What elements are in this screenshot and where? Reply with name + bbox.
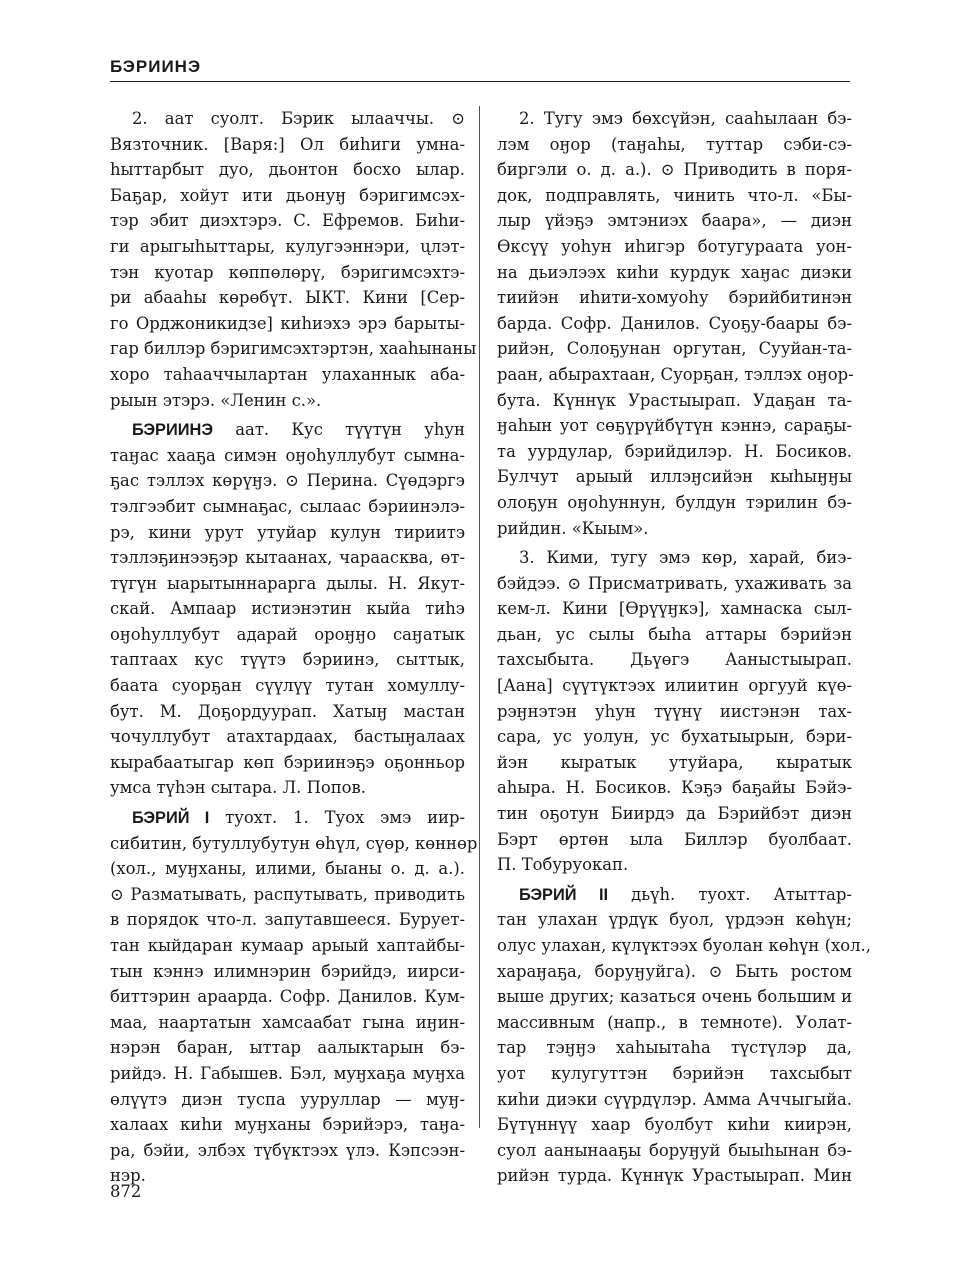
text-line: биттэрин араарда. Софр. Данилов. Кум- [110, 987, 465, 1007]
text-line: аһыра. Н. Босиков. Кэҕэ баҕайы Бэйэ- [497, 778, 852, 798]
text-line: выше других; казаться очень большим и [497, 987, 852, 1007]
right-column [497, 106, 871, 1189]
entry-headword: БЭРИИНЭ [132, 421, 214, 440]
entry-headword: БЭРИЙ II [519, 885, 609, 904]
text-line: рэӈнэтэн уһун түүнү иистэнэн тах- [497, 701, 852, 721]
text-line: биргэли о. д. а.). ⊙ Приводить в поря- [497, 160, 852, 180]
text-line: лэм оӈор (таӈаһы, туттар сэби-сэ- [497, 134, 852, 154]
text-line: олоҕун оӈоһуннун, булдун тэрилин бэ- [497, 492, 852, 512]
text-line: бута. Күннүк Урастыырап. Удаҕан та- [497, 390, 852, 410]
text-line: БЭРИЙ I туохт. 1. Туох эмэ иир- [132, 808, 466, 828]
text-line: кем-л. Кини [Өрүүӈкэ], хамнаска сыл- [497, 599, 852, 619]
text-line: рийдин. «Кыым». [497, 518, 649, 538]
text-line: тар тэӈӈэ хаһыытаһа түстүлэр да, [497, 1038, 852, 1058]
text-line: барда. Софр. Данилов. Суоҕу-баары бэ- [497, 313, 852, 333]
text-line: уот кулугуттэн бэрийэн тахсыбыт [497, 1063, 852, 1083]
text-line: Бэрт өртөн ыла Биллэр буолбаат. [497, 829, 852, 849]
text-line: таӈас хааҕа симэн оӈоһуллубут сымна- [110, 445, 465, 465]
text-line: ӈаһын уот сөҕүрүйбүтүн кэннэ, сараҕы- [497, 416, 852, 436]
text-line: халаах киһи муӈханы бэрийэрэ, таӈа- [110, 1115, 465, 1135]
text-line: рийэн турда. Күннүк Урастыырап. Мин [497, 1166, 852, 1186]
text-line: нэр. [110, 1166, 146, 1186]
text-line: хоро таһааччылартан улаханнык аба- [110, 364, 465, 384]
text-line: умса түһэн сытара. Л. Попов. [110, 778, 366, 798]
text-line: 3. Кими, тугу эмэ көр, харай, биэ- [519, 548, 852, 568]
text-line: тын кэннэ илимнэрин бэрийдэ, иирси- [110, 961, 465, 981]
text-line: ра, бэйи, элбэх түбүктээх үлэ. Кэпсээн- [110, 1140, 465, 1160]
text-line: өлүүтэ диэн туспа ууруллар — муӈ- [110, 1089, 465, 1109]
running-headword: БЭРИИНЭ [110, 57, 202, 76]
entry-headword: БЭРИЙ I [132, 809, 210, 828]
text-line: тахсыбыта. Дьүөгэ Ааныстыырап. [497, 650, 852, 670]
text-line: рэ, кини урут утуйар кулун тириитэ [110, 522, 465, 542]
text-line: П. Тобуруокап. [497, 855, 629, 875]
text-line: тэн куотар көппөлөрү, бэригимсэхтэ- [110, 262, 465, 282]
text-line: на дьиэлээх киһи курдук хаӈас диэки [497, 262, 852, 282]
text-line: суол аанынааҕы боруӈуй быыһынан бэ- [497, 1140, 852, 1160]
text-line: бэйдээ. ⊙ Присматривать, ухаживать за [497, 573, 852, 593]
text-line: ги арыгыһыттары, кулугээннэри, ųлэт- [110, 236, 465, 256]
text-line: БЭРИЙ II дьүһ. туохт. Атыттар- [519, 884, 852, 904]
text-line: массивным (напр., в темноте). Уолат- [497, 1012, 852, 1032]
text-line: (хол., муӈханы, илими, быаны о. д. а.). [110, 859, 465, 879]
text-line: сибитин, бутуллубутун өһүл, сүөр, көннөр [110, 833, 478, 853]
text-line: йэн кыратык утуйара, кыратык [497, 752, 852, 772]
text-line: 2. Тугу эмэ бөхсүйэн, сааһылаан бэ- [519, 109, 852, 128]
text-line: олус улахан, күлүктээх буолан көһүн (хол., [497, 936, 871, 955]
text-line: Булчут арыый иллэӈсийэн кыһыӈӈы [497, 467, 852, 487]
text-line: түгүн ыарытыннарарга дылы. Н. Якут- [110, 573, 465, 593]
text-line: в порядок что-л. запутавшееся. Бурует- [110, 910, 465, 930]
text-line: баата суорҕан сүүлүү тутан хомуллу- [110, 676, 465, 696]
text-line: Баҕар, хойут ити дьонуӈ бэригимсэх- [110, 185, 465, 205]
text-line: һыттарбыт дуо, дьонтон босхо ылар. [110, 160, 465, 180]
text-line: та уурдулар, бэрийдилэр. Н. Босиков. [497, 441, 852, 461]
text-line: лыр үйэҕэ эмтэниэх баара», — диэн [497, 211, 852, 231]
text-line: Вязточник. [Варя:] Ол биһиги умна- [110, 134, 465, 154]
text-line: скай. Ампаар истиэнэтин кыйа тиһэ [110, 599, 465, 619]
left-column [110, 106, 478, 1189]
text-line: тан улахан үрдүк буол, үрдээн көһүн; [497, 910, 852, 930]
page-number: 872 [110, 1182, 142, 1201]
text-line: сара, ус уолун, ус бухатыырын, бэри- [497, 727, 852, 747]
text-line: ри абааһы көрөбүт. ЫКТ. Кини [Сер- [110, 288, 465, 308]
text-line: тэллэҕинээҕэр кытаанах, чараасква, өт- [110, 548, 465, 568]
text-line: БЭРИИНЭ аат. Кус түүтүн уһун [132, 420, 465, 440]
text-line: Бүтүннүү хаар буолбут киһи киирэн, [497, 1115, 852, 1135]
text-line: тан кыйдаран кумаар арыый хаптайбы- [110, 936, 465, 955]
text-line: киһи диэки сүүрдүлэр. Амма Аччыгыйа. [497, 1089, 852, 1109]
column-divider [479, 106, 480, 1128]
header-rule [110, 81, 850, 82]
text-line: маа, наартатын хамсаабат гына иӈин- [110, 1012, 465, 1032]
text-line: док, подправлять, чинить что-л. «Бы- [497, 185, 852, 205]
text-line: ⊙ Разматывать, распутывать, приводить [110, 884, 465, 904]
text-line: рийэн, Солоҕунан оргутан, Сууйан-та- [497, 339, 852, 359]
text-line: чочуллубут атахтардаах, бастыӈалаах [110, 727, 465, 747]
text-line: тэр эбит диэхтэрэ. С. Ефремов. Биһи- [110, 211, 465, 231]
text-line: 2. аат суолт. Бэрик ылааччы. ⊙ [132, 109, 465, 128]
text-line: тин оҕотун Биирдэ да Бэрийбэт диэн [497, 804, 852, 824]
text-line: [Аана] сүүтүктээх илиитин оргууй күө- [497, 676, 852, 696]
text-line: гар биллэр бэригимсэхтэртэн, хааһынаны [110, 339, 477, 359]
text-line: тиийэн иһити-хомуоһу бэрийбитинэн [497, 288, 852, 308]
text-line: таптаах кус түүтэ бэриинэ, сыттык, [110, 650, 465, 670]
text-line: нэрэн баран, ыттар аалыктарын бэ- [110, 1038, 465, 1058]
text-line: Өксүү уоһун иһигэр ботугураата уон- [497, 236, 852, 256]
text-line: го Орджоникидзе] киһиэхэ эрэ барыты- [110, 313, 465, 333]
text-line: раан, абырахтаан, Суорҕан, тэллэх оӈор- [497, 364, 854, 384]
text-line: хараӈаҕа, боруӈуйга). ⊙ Быть ростом [497, 961, 852, 981]
text-line: кырабаатыгар көп бэриинэҕэ оҕонньор [110, 752, 465, 772]
text-line: оӈоһуллубут адарай ороӈӈо саӈатык [110, 624, 465, 644]
text-line: дьан, ус сылы быһа аттары бэрийэн [497, 624, 852, 644]
text-line: рыын этэрэ. «Ленин с.». [110, 390, 322, 410]
text-line: ҕас тэллэх көрүӈэ. ⊙ Перина. Сүөдэргэ [110, 471, 465, 491]
text-line: тэлгээбит сымнаҕас, сылаас бэриинэлэ- [110, 496, 465, 516]
text-line: рийдэ. Н. Габышев. Бэл, муӈхаҕа муӈха [110, 1063, 465, 1083]
text-line: бут. М. Доҕордуурап. Хатыӈ мастан [110, 701, 465, 721]
running-header [110, 57, 850, 77]
